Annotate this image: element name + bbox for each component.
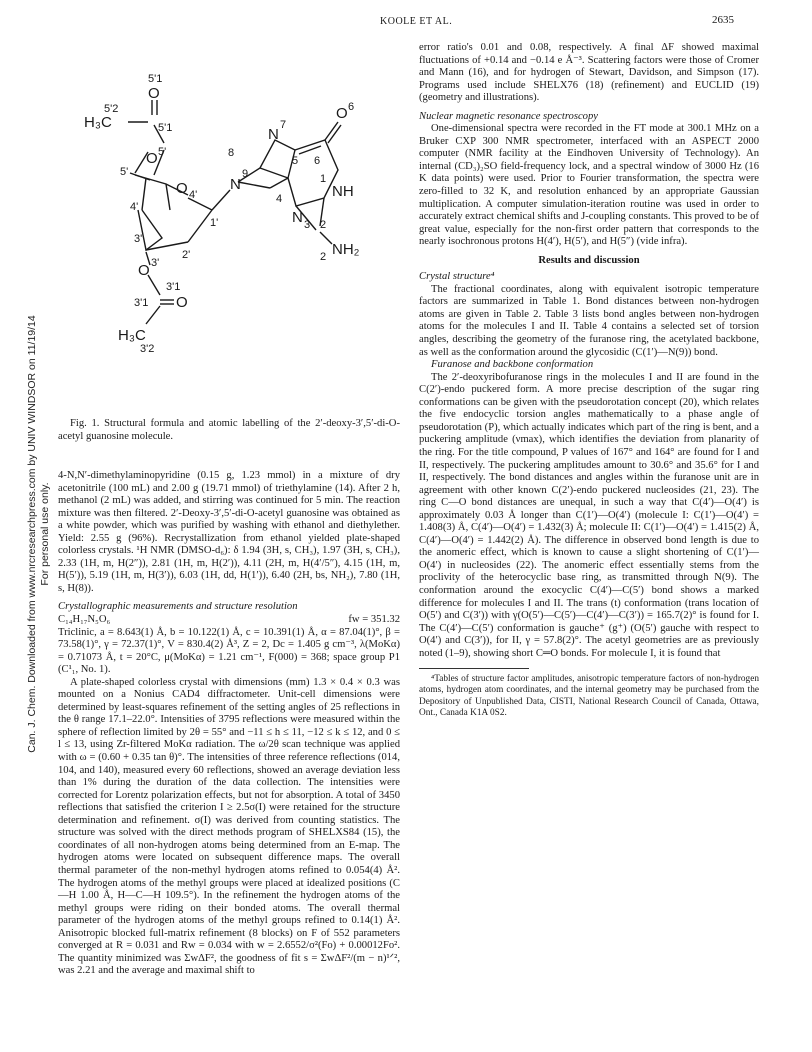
figure-caption: Fig. 1. Structural formula and atomic labelling of the 2′-deoxy-3′,5′-di-O-acetyl guanosine molecule. <box>58 418 400 442</box>
synthesis-paragraph: 4-N,N′-dimethylaminopyridine (0.15 g, 1.23 mmol) in a mixture of dry acetonitrile (100 mL) and 2.00 g (19.71 mmol) of triethylamine (14). After 2 h, methanol (2 mL) was added, and stirring was continued for 5 min. The reaction mixture was then filtered. 2′-Deoxy-3′,5′-di-O-acetyl guanosine was obtained as a white powder, which was purified by washing with ethanol and diethylether. Yield: 2.55 g (96%). Recrystallization from ethanol yielded plate-shaped colorless crystals. ¹H NMR (DMSO-d₆): δ 1.94 (3H, s, CH₃), 1.97 (3H, s, CH₃), 2.33 (1H, m, H(2″)), 2.81 (1H, m, H(2′)), 4.11 (2H, m, H(4′/5″), 4.15 (1H, m, H(5′)), 5.19 (1H, m, H(3′)), 6.03 (1H, dd, H(1′)), 6.40 (2H, bs, NH₂), 7.80 (1H, s, H(8)). <box>58 470 400 594</box>
atom-label: N <box>230 176 241 193</box>
section-heading-furanose: Furanose and backbone conformation <box>431 359 594 371</box>
atom-label: 8 <box>228 147 235 159</box>
molecular-formula: C₁₄H₁₇N₅O₆ <box>58 614 111 626</box>
atom-label: H₃C <box>118 327 146 344</box>
crystal-structure-paragraph: The fractional coordinates, along with equivalent isotropic temperature factors are summarized in Table 1. Bond distances between non-hydrogen atoms are given in Table 2. Table 3 lists bond angles between non-hydrogen atoms for the molecules I and II. Table 4 contains a selected set of torsion angles, describing the geometry of the furanose ring, the acetylated backbone, as well as the conformation around the glycosidic (C(1′)—N(9)) bond. <box>419 283 759 358</box>
atom-label: O <box>176 294 188 311</box>
bond <box>238 182 270 188</box>
right-column <box>419 42 759 719</box>
atom-label: N <box>268 126 279 143</box>
atom-label: NH₂ <box>332 241 360 258</box>
atom-label: 4' <box>189 189 198 201</box>
download-watermark <box>26 254 54 814</box>
atom-label: O <box>138 262 150 279</box>
atom-label: 4' <box>130 201 139 213</box>
atom-label: 5'1 <box>158 122 173 134</box>
atom-label: 5'1 <box>148 73 163 85</box>
crystal-data-paragraph: Triclinic, a = 8.643(1) Å, b = 10.122(1) Å, c = 10.391(1) Å, α = 87.04(1)°, β = 73.58(1)°, γ = 72.37(1)°, V = 830.4(2) Å³, Z = 2, Dc = 1.405 g cm⁻³, λ(MoKα) = 0.71073 Å, t = 20°C, μ(MoKα) = 1.21 cm⁻¹, F(000) = 368; space group P1 (C¹₁, No. 1). <box>58 626 400 676</box>
atom-label: O <box>146 150 158 167</box>
furanose-paragraph: The 2′-deoxyribofuranose rings in the molecules I and II are found in the C(2′)-endo puckered form. A more precise description of the sugar ring conformations can be given with the pseudorotation concept (20), which relates the five endocyclic torsion angles mathematically to a phase angle of pseudorotation (P), which actually indicates which part of the ring is bent, and a puckering amplitude (νmax), which identifies the deviation from planarity of the ring. For the title compound, P values of 167° and 164° are found for I and II, respectively. The puckering amplitudes amount to 30.6° and 35.6° for I and II, respectively. The bond distances and angles within the furanose unit are in agreement with other known C(2′)-endo puckered nucleosides (21, 23). The ring C—O bond distances are unequal, in such a way that C(4′)—O(4′) is approximately 0.03 Å longer than C(1′)—O(4′) (molecule I: C(1′)—O(4′) = 1.408(3) Å, C(4′)—O(4′) = 1.432(3) Å; molecule II: C(1′)—O(4′) = 1.415(2) Å, C(4′)—O(4′) = 1.442(2) Å). The difference in observed bond length is due to the anomeric effect, which is known to cause a slight shortening of C(1′)—O(4′) in nucleosides (22). The anomeric effect essentially stems from the proclivity of the heterocyclic base ring, as transmitted through N(9). The conformation around the exocyclic C(4′)—C(5′) bond shows a marked difference for molecules I and II. The trans (t) conformation (trans location of O(5′) and C(3′)) with γ(O(5′)—C(5′)—C(4′)—C(3′)) = 165.7(2)° is found for I. The C(4′)—C(5′) conformation is gauche⁺ (g⁺) (O(5′) gauche with respect to O(4′) and C(3′)), for II, γ = 57.8(2)°. The acetyl geometries are as previously noted (1–9), showing short C═O bonds. For molecule I, it is found that <box>419 371 759 659</box>
atom-label: 4 <box>276 193 283 205</box>
atom-label: 3'2 <box>140 343 155 355</box>
atom-label: 3' <box>134 233 143 245</box>
bond <box>188 210 212 242</box>
watermark-line-1: Can. J. Chem. Downloaded from www.nrcresearchpress.com by UNIV WINDSOR on 11/19/14 <box>26 315 38 753</box>
section-heading-crystal-structure: Crystal structure⁴ <box>419 271 495 283</box>
running-title: KOOLE ET AL. <box>380 16 453 27</box>
atom-label: 3 <box>304 219 311 231</box>
bond <box>320 232 332 244</box>
measurement-paragraph: A plate-shaped colorless crystal with dimensions (mm) 1.3 × 0.4 × 0.3 was mounted on a Nonius CAD4 diffractometer. Unit-cell dimensions were determined by least-squares refinement of the setting angles of 25 reflections in the θ range 17.1–22.0°. Intensities of 3795 reflections were measured within the sphere of reflection limited by 2θ = 55° and −11 ≤ h ≤ 11, −12 ≤ k ≤ 12, and 0 ≤ l ≤ 13, using Zr-filtered MoKα radiation. The ω/2θ scan technique was applied with ω = (0.60 + 0.35 tan θ)°. The intensities of three reference reflections (014, 104, and 140), measured every 60 reflections, showed an average deviation less than 1% during the duration of the data collection. The intensities were corrected for Lorentz polarization effects, but not for absorption. A total of 3450 reflections that satisfied the criterion I ≥ 2.5σ(I) were retained for the structure determination and refinement. σ(I) was derived from counting statistics. The structure was solved with the direct methods program of SHELXS84 (15), the coordinates of all non-hydrogen atoms being determined from an E-map. The hydrogen atoms were located on subsequent difference maps. The overall thermal parameter of the non-methyl hydrogen atoms refined to 0.054(4) Å². The hydrogen atoms of the methyl groups were placed at idealized positions (C—H 1.00 Å, H—C—H 109.5°). In the refinement the hydrogen atoms of the methyl groups were riding on their bonded atoms. The overall thermal parameter of the hydrogen atoms of the methyl groups refined to 0.14(1) Å². Anisotropic blocked full-matrix refinement (8 blocks) on F of 552 parameters converged at R = 0.031 and Rw = 0.034 with w = 2.6552/σ²(Fo) + 0.00012Fo². The quantity minimized was ΣwΔF², the goodness of fit s = ΣwΔF²/(m − n)¹ᐟ², was 2.21 and the average and maximal shift to <box>58 676 400 977</box>
footnote: ⁴Tables of structure factor amplitudes, anisotropic temperature factors of non-hydrogen atoms, hydrogen atom coordinates, and the internal geometry may be purchased from the Depository of Unpublished Data, CISTI, National Research Council of Canada, Ottawa, Ont., Canada K1A 0S2. <box>419 674 759 718</box>
refinement-continuation: error ratio's 0.01 and 0.08, respectively. A final ΔF showed maximal fluctuations of +0.14 and −0.14 e Å⁻³. Scattering factors were those of Cromer and Mann (16), and for hydrogen of Stewart, Davidson, and Simpson (17). Programs used include SHELX76 (18) (refinement) and EUCLID (19) (geometry and illustrations). <box>419 42 759 104</box>
bond <box>166 184 170 210</box>
bond <box>288 140 338 206</box>
atom-label: O <box>336 105 348 122</box>
atom-label: N <box>292 209 303 226</box>
atom-label: 6 <box>314 155 321 167</box>
atom-label: 1 <box>320 173 327 185</box>
atom-label: 5'2 <box>104 103 119 115</box>
section-title-results: Results and discussion <box>538 254 640 266</box>
atom-label: 2 <box>320 251 327 263</box>
page-number: 2635 <box>712 14 734 26</box>
atom-label: 6 <box>348 101 355 113</box>
section-heading-nmr: Nuclear magnetic resonance spectroscopy <box>419 110 598 122</box>
atom-label: O <box>176 180 188 197</box>
atom-label: 3'1 <box>166 281 181 293</box>
nmr-paragraph: One-dimensional spectra were recorded in the FT mode at 300.1 MHz on a Bruker CXP 300 NMR spectrometer, interfaced with an ASPECT 2000 computer (NMR facility at the Eindhoven University of Technology). An internal (CD₃)₂SO field-frequency lock, and a spectral window of 3000 Hz (16 K data points) were used. Prior to Fourier transformation, the spectra were zero-filled to 32 K, and resolution enhanced by an appropriate Gaussian multiplication. A computer simulation-iteration routine was used in order to accurately extract chemical shifts and J-coupling constants. This proved to be of great value, especially for the non-first order pattern that corresponds to the nearly isochronous protons H(4′), H(5′), and H(5″) (vide infra). <box>419 123 759 248</box>
formula-weight: fw = 351.32 <box>348 614 400 626</box>
atom-label: 5 <box>292 155 299 167</box>
bond <box>212 190 230 210</box>
atom-label: 5' <box>120 166 129 178</box>
atom-label: 2' <box>182 249 191 261</box>
atom-label: 1' <box>210 217 219 229</box>
atom-label: 3'1 <box>134 297 149 309</box>
structural-formula-figure <box>70 60 390 390</box>
section-heading-crystallography: Crystallographic measurements and structure resolution <box>58 601 298 613</box>
bond <box>142 178 146 210</box>
formula-line <box>58 614 400 627</box>
left-column <box>58 470 400 978</box>
atom-label: 5' <box>158 146 167 158</box>
bond <box>148 275 160 295</box>
atom-label: O <box>148 85 160 102</box>
atom-label: H₃C <box>84 114 112 131</box>
footnote-divider <box>419 668 529 669</box>
atom-label: NH <box>332 183 354 200</box>
bond <box>270 178 288 188</box>
atom-label: 9 <box>242 168 249 180</box>
atom-label: 7 <box>280 119 287 131</box>
watermark-line-2: For personal use only. <box>39 482 51 586</box>
atom-label: 3' <box>151 257 160 269</box>
atom-label: 2 <box>320 219 327 231</box>
